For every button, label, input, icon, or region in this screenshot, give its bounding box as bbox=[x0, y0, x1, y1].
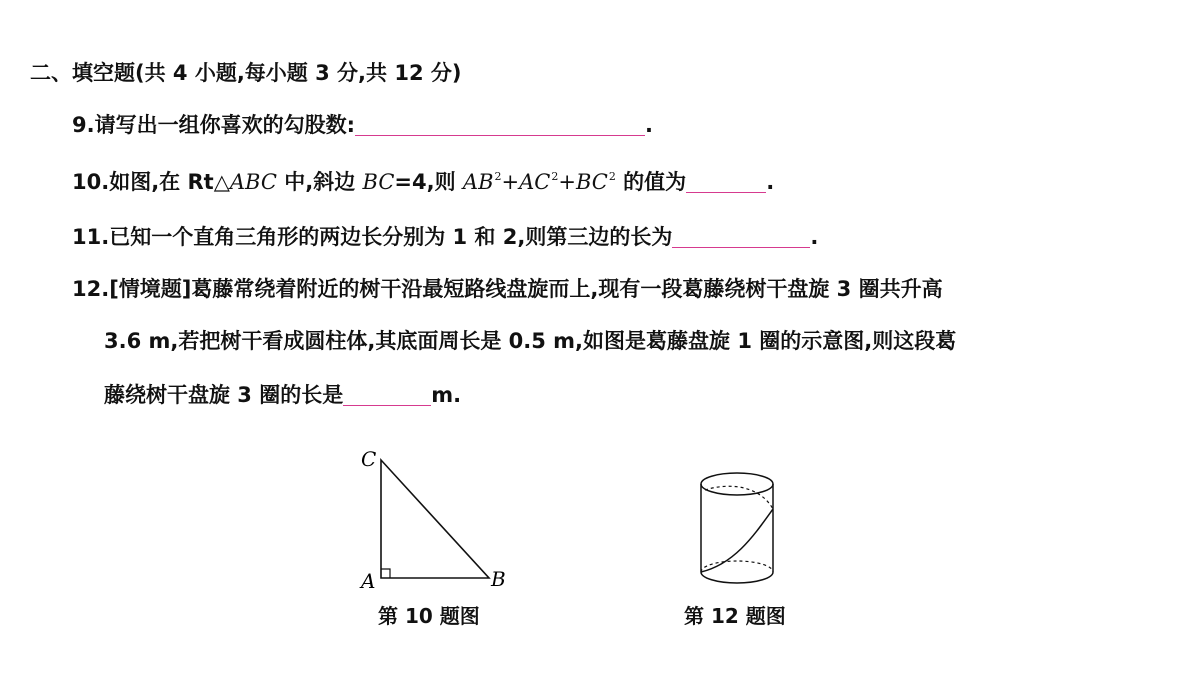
question-10-hyp: 中,斜边 bbox=[276, 170, 363, 194]
answer-blank-10[interactable] bbox=[686, 170, 766, 193]
question-11-end: . bbox=[810, 225, 819, 249]
plus-1: + bbox=[501, 170, 520, 194]
spiral-back bbox=[705, 486, 773, 509]
figure-10-triangle bbox=[355, 448, 515, 598]
question-9-text: 9.请写出一组你喜欢的勾股数: bbox=[72, 113, 355, 137]
answer-blank-12[interactable] bbox=[343, 383, 431, 406]
plus-2: + bbox=[558, 170, 576, 194]
exp-bc: 2 bbox=[608, 170, 616, 183]
question-12-unit: m. bbox=[431, 383, 462, 407]
cylinder-top bbox=[701, 473, 773, 495]
question-10-prefix: 10.如图,在 Rt△ bbox=[72, 170, 230, 194]
exp-ab: 2 bbox=[494, 170, 502, 183]
cylinder-bottom-front bbox=[701, 572, 773, 583]
term-bc: BC bbox=[575, 170, 608, 194]
vertex-label-b: B bbox=[491, 567, 506, 591]
hypotenuse-name: BC bbox=[362, 170, 395, 194]
exp-ac: 2 bbox=[551, 170, 559, 183]
spiral-front bbox=[701, 509, 773, 572]
section-title: 二、填空题(共 4 小题,每小题 3 分,共 12 分) bbox=[30, 61, 462, 85]
answer-blank-11[interactable] bbox=[672, 225, 810, 248]
vertex-label-c: C bbox=[361, 447, 377, 471]
cylinder-bottom-back bbox=[701, 561, 773, 572]
question-9-end: . bbox=[645, 113, 653, 137]
triangle-name: ABC bbox=[229, 170, 277, 194]
vertex-label-a: A bbox=[361, 569, 376, 593]
triangle-shape bbox=[381, 460, 489, 578]
question-10 bbox=[72, 162, 774, 197]
figure-12-cylinder bbox=[695, 464, 785, 594]
question-12-line-1: 12.[情境题]葛藤常绕着附近的树干沿最短路线盘旋而上,现有一段葛藤绕树干盘旋 3 圈共升高 bbox=[72, 277, 943, 301]
figure-10-caption: 第 10 题图 bbox=[378, 604, 480, 628]
question-12-line-2: 3.6 m,若把树干看成圆柱体,其底面周长是 0.5 m,如图是葛藤盘旋 1 圈的示意图,则这段葛 bbox=[104, 329, 957, 353]
question-10-end: . bbox=[766, 170, 775, 194]
question-12-line-3 bbox=[104, 380, 461, 410]
term-ac: AC bbox=[519, 170, 551, 194]
question-12-line-3-text: 藤绕树干盘旋 3 圈的长是 bbox=[104, 383, 344, 407]
question-9 bbox=[72, 110, 653, 140]
question-10-suffix: 的值为 bbox=[615, 170, 687, 194]
right-angle-mark bbox=[381, 569, 390, 578]
question-10-value: =4,则 bbox=[394, 170, 463, 194]
figure-12-caption: 第 12 题图 bbox=[684, 604, 786, 628]
question-11-text: 11.已知一个直角三角形的两边长分别为 1 和 2,则第三边的长为 bbox=[72, 225, 673, 249]
question-11 bbox=[72, 222, 818, 252]
term-ab: AB bbox=[462, 170, 494, 194]
answer-blank-9[interactable] bbox=[355, 113, 645, 136]
